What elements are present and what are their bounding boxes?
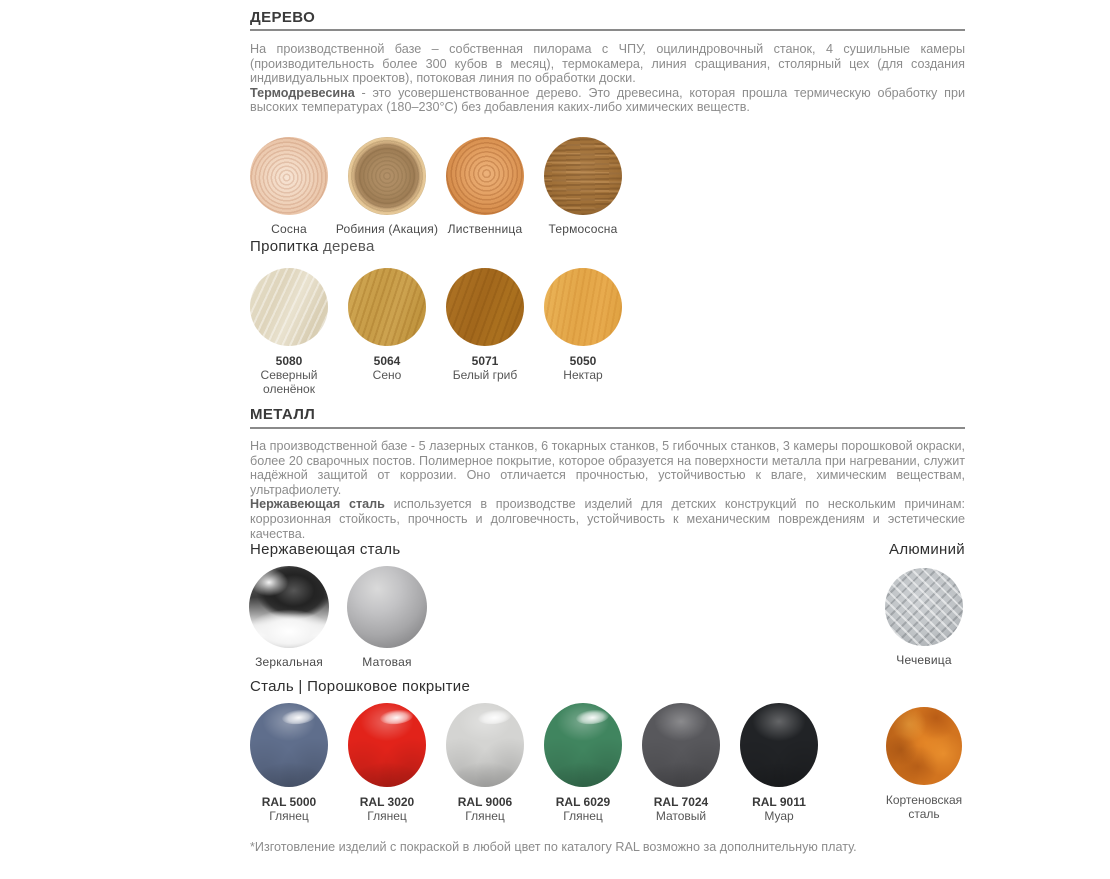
swatch-ral3020 [338, 703, 436, 824]
swatch-5064 [338, 268, 436, 396]
swatch-name: Кортеновская сталь [885, 793, 963, 821]
thermopine-swatch-image [544, 137, 622, 215]
thermowood-description: - это усовершенствованное дерево. Это древесина, которая прошла термическую обработку при высоких температурах (180–230°C) без добавления каких-либо химических веществ. [250, 85, 965, 115]
swatch-code: RAL 9011 [752, 795, 806, 809]
swatch-name: Белый гриб [452, 368, 518, 382]
swatch-code: RAL 3020 [359, 795, 415, 809]
powder-coating-title: Сталь | Порошковое покрытие [250, 678, 471, 695]
swatch-code: 5071 [471, 354, 499, 368]
stainless-aluminum-titles [250, 541, 965, 558]
aluminum-title: Алюминий [889, 541, 965, 558]
metal-divider-line [250, 427, 965, 429]
corten-steel-image [886, 707, 962, 785]
impregnation-5080-image [250, 268, 328, 346]
swatch-ral9011 [730, 703, 828, 824]
stainless-row [240, 566, 436, 669]
swatch-code: 5064 [373, 354, 401, 368]
swatch-corten [875, 707, 973, 821]
mirror-steel-ball-image [249, 566, 329, 648]
metal-intro-paragraph [250, 439, 965, 541]
larch-swatch-image [446, 137, 524, 215]
wood-divider-line [250, 29, 965, 31]
powder-row [240, 703, 828, 824]
section-title-metal: МЕТАЛЛ [250, 406, 316, 423]
stainless-title: Нержавеющая сталь [250, 541, 401, 558]
swatch-thermopine [534, 137, 632, 236]
impregnation-5050-image [544, 268, 622, 346]
swatch-name: Сено [372, 368, 402, 382]
thermowood-term: Термодревесина [250, 85, 355, 100]
impregnation-title [250, 238, 375, 255]
swatch-finish: Муар [764, 809, 794, 823]
swatch-finish: Глянец [563, 809, 603, 823]
corten-wrap [875, 707, 973, 821]
robinia-swatch-image [348, 137, 426, 215]
swatch-finish: Глянец [465, 809, 505, 823]
swatch-label: Термососна [548, 222, 618, 236]
swatch-label: Сосна [271, 222, 307, 236]
swatch-ral7024 [632, 703, 730, 824]
ral5000-egg-image [250, 703, 328, 787]
swatch-ral9006 [436, 703, 534, 824]
swatch-ral6029 [534, 703, 632, 824]
ral6029-egg-image [544, 703, 622, 787]
wood-intro-paragraph [250, 42, 965, 115]
matte-steel-ball-image [347, 566, 427, 648]
swatch-5071 [436, 268, 534, 396]
swatch-pine [240, 137, 338, 236]
section-title-wood: ДЕРЕВО [250, 9, 316, 26]
swatch-label: Лиственница [447, 222, 523, 236]
stainless-term: Нержавеющая сталь [250, 497, 385, 512]
swatch-mirror-steel [240, 566, 338, 669]
swatch-robinia [335, 137, 439, 236]
wood-species-row [240, 137, 632, 236]
impregnation-title-lead: Пропитка [250, 238, 319, 255]
swatch-finish: Глянец [269, 809, 309, 823]
swatch-code: RAL 6029 [555, 795, 611, 809]
swatch-name: Северный оленёнок [260, 368, 318, 396]
content-column [250, 0, 965, 879]
impregnation-title-rest: дерева [318, 238, 375, 255]
ral7024-egg-image [642, 703, 720, 787]
pine-swatch-image [250, 137, 328, 215]
swatch-5080 [240, 268, 338, 396]
swatch-finish: Матовый [655, 809, 707, 823]
swatch-label: Зеркальная [255, 655, 323, 669]
metal-intro-text: На производственной базе - 5 лазерных станков, 6 токарных станков, 5 гибочных станков, 3 камеры порошковой окраски, более 20 сварочных постов. Полимерное покрытие, которое образуется на поверхности металла при нагревании, служит надёжной защитой от коррозии. Оно отличается прочностью, устойчивостью к влаге, химическим веществам, ультрафиолету. [250, 439, 965, 497]
swatch-label: Робиния (Акация) [335, 222, 439, 236]
swatch-label: Чечевица [896, 653, 952, 667]
swatch-larch [436, 137, 534, 236]
swatch-label: Матовая [362, 655, 412, 669]
swatch-code: RAL 7024 [653, 795, 709, 809]
swatch-matte-steel [338, 566, 436, 669]
ral3020-egg-image [348, 703, 426, 787]
aluminum-lentil-image [885, 568, 963, 646]
swatch-5050 [534, 268, 632, 396]
impregnation-5064-image [348, 268, 426, 346]
ral9006-egg-image [446, 703, 524, 787]
swatch-code: RAL 5000 [261, 795, 317, 809]
swatch-code: RAL 9006 [457, 795, 513, 809]
ral-footnote: *Изготовление изделий с покраской в любой цвет по каталогу RAL возможно за дополнительную плату. [250, 840, 857, 854]
swatch-ral5000 [240, 703, 338, 824]
ral9011-egg-image [740, 703, 818, 787]
swatch-finish: Глянец [367, 809, 407, 823]
swatch-aluminum-lentil [875, 568, 973, 667]
impregnation-row [240, 268, 632, 396]
swatch-code: 5050 [569, 354, 597, 368]
swatch-name: Нектар [563, 368, 603, 382]
aluminum-lentil-wrap [875, 568, 973, 667]
swatch-code: 5080 [275, 354, 303, 368]
stainless-description: используется в производстве изделий для детских конструкций по нескольким причинам: коррозионная стойкость, прочность и долговечность, устойчивость к механическим повреждениям и эстетические качества. [250, 497, 965, 541]
impregnation-5071-image [446, 268, 524, 346]
wood-intro-text: На производственной базе – собственная пилорама с ЧПУ, оцилиндровочный станок, 4 сушильные камеры (производительность более 300 кубов в месяц), термокамера, линия сращивания, столярный цех (для создания индивидуальных проектов), потоковая линия по обработки доски. [250, 42, 965, 86]
